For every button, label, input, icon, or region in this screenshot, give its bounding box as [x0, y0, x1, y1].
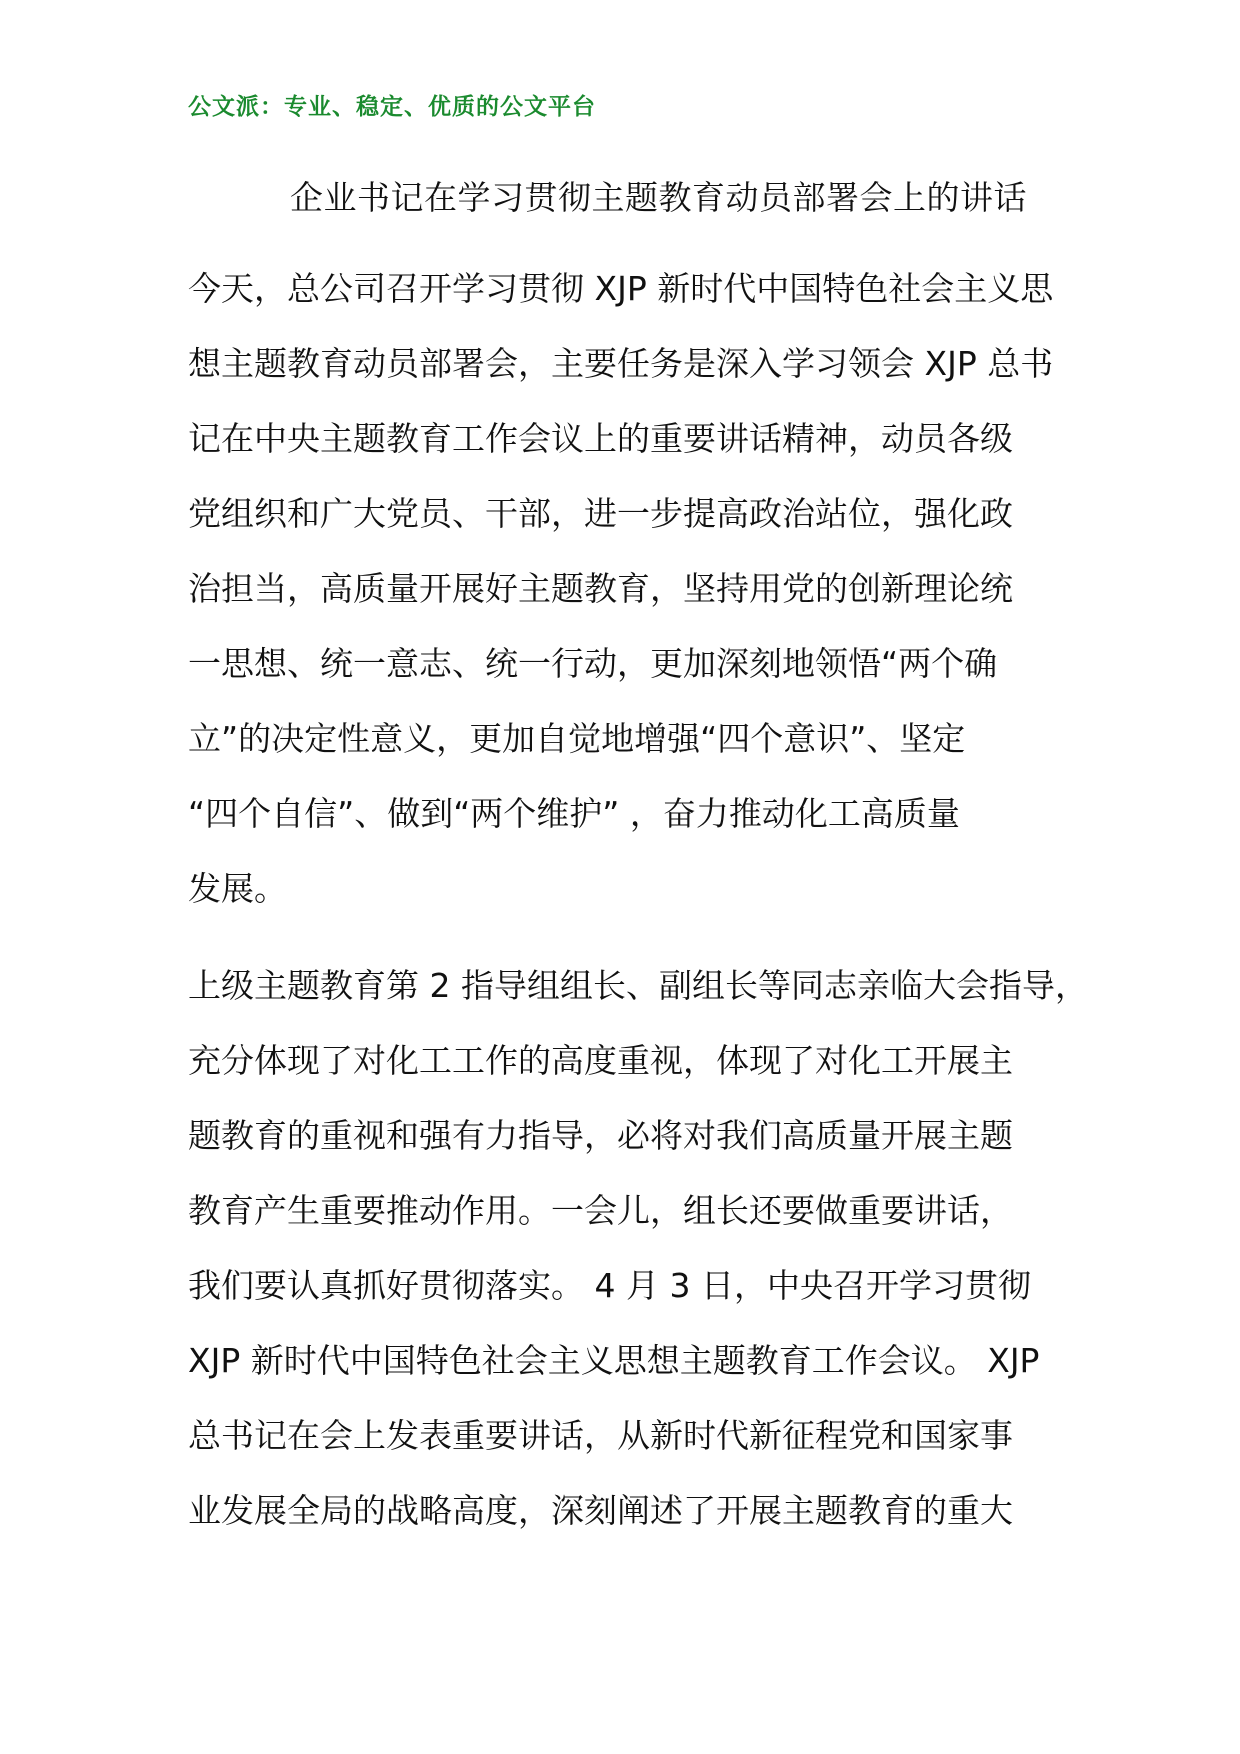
- text-line: 教育产生重要推动作用。一会儿，组长还要做重要讲话，: [188, 1191, 1013, 1230]
- text-line: 记在中央主题教育工作会议上的重要讲话精神，动员各级: [188, 419, 1013, 458]
- paragraph-2: [188, 948, 1088, 1548]
- text-line: 发展。: [188, 869, 287, 908]
- text-line: 党组织和广大党员、干部，进一步提高政治站位，强化政: [188, 494, 1013, 533]
- document-title: 企业书记在学习贯彻主题教育动员部署会上的讲话: [290, 178, 1027, 217]
- paragraph-1: [188, 251, 1088, 926]
- text-line: 我们要认真抓好贯彻落实。 4 月 3 日，中央召开学习贯彻: [188, 1266, 1031, 1305]
- text-line: 一思想、统一意志、统一行动，更加深刻地领悟“两个确: [188, 644, 998, 683]
- text-line: 充分体现了对化工工作的高度重视，体现了对化工开展主: [188, 1041, 1013, 1080]
- text-line: 治担当，高质量开展好主题教育，坚持用党的创新理论统: [188, 569, 1013, 608]
- text-line: XJP 新时代中国特色社会主义思想主题教育工作会议。 XJP: [188, 1341, 1040, 1380]
- text-line: 想主题教育动员部署会，主要任务是深入学习领会 XJP 总书: [188, 344, 1054, 383]
- text-line: 立”的决定性意义，更加自觉地增强“四个意识”、坚定: [188, 719, 966, 758]
- text-line: 总书记在会上发表重要讲话，从新时代新征程党和国家事: [188, 1416, 1013, 1455]
- site-banner: 公文派：专业、稳定、优质的公文平台: [188, 94, 596, 120]
- text-line: “四个自信”、做到“两个维护” ，奋力推动化工高质量: [188, 794, 960, 833]
- text-line: 业发展全局的战略高度，深刻阐述了开展主题教育的重大: [188, 1491, 1013, 1530]
- text-line: 题教育的重视和强有力指导，必将对我们高质量开展主题: [188, 1116, 1013, 1155]
- text-line: 今天，总公司召开学习贯彻 XJP 新时代中国特色社会主义思: [188, 269, 1054, 308]
- text-line: 上级主题教育第 2 指导组组长、副组长等同志亲临大会指导，: [188, 966, 1088, 1005]
